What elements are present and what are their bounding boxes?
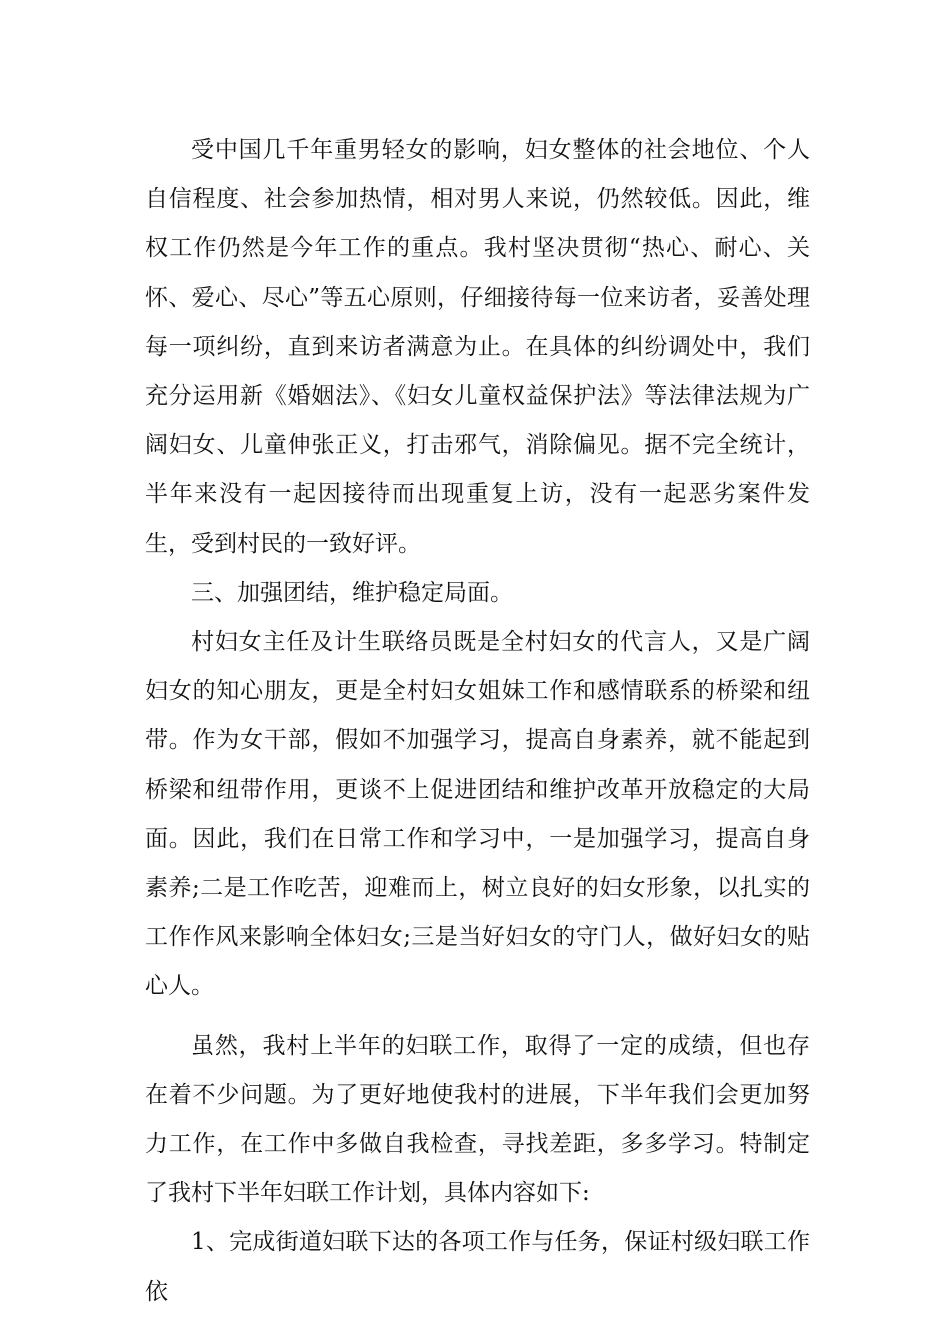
paragraph-plan-item-1: 1、完成街道妇联下达的各项工作与任务，保证村级妇联工作依 (145, 1229, 810, 1305)
document-body (145, 126, 810, 1317)
paragraph-plan-intro: 虽然，我村上半年的妇联工作，取得了一定的成绩，但也存在着不少问题。为了更好地使我村的进展，下半年我们会更加努力工作，在工作中多做自我检查，寻找差距，多多学习。特制定了我村下半年妇联工作计划，具体内容如下: (145, 1032, 810, 1207)
paragraph-rights-protection: 受中国几千年重男轻女的影响，妇女整体的社会地位、个人自信程度、社会参加热情，相对男人来说，仍然较低。因此，维权工作仍然是今年工作的重点。我村坚决贯彻“热心、耐心、关怀、爱心、尽心”等五心原则，仔细接待每一位来访者，妥善处理每一项纠纷，直到来访者满意为止。在具体的纠纷调处中，我们充分运用新《婚姻法》、《妇女儿童权益保护法》等法律法规为广阔妇女、儿童伸张正义，打击邪气，消除偏见。据不完全统计，半年来没有一起因接待而出现重复上访，没有一起恶劣案件发生，受到村民的一致好评。 (145, 137, 810, 557)
paragraph-women-cadres: 村妇女主任及计生联络员既是全村妇女的代言人，又是广阔妇女的知心朋友，更是全村妇女姐妹工作和感情联系的桥梁和纽带。作为女干部，假如不加强学习，提高自身素养，就不能起到桥梁和纽带作用，更谈不上促进团结和维护改革开放稳定的大局面。因此，我们在日常工作和学习中，一是加强学习，提高自身素养;二是工作吃苦，迎难而上，树立良好的妇女形象，以扎实的工作作风来影响全体妇女;三是当好妇女的守门人，做好妇女的贴心人。 (145, 629, 810, 1000)
section-heading-unity: 三、加强团结，维护稳定局面。 (191, 579, 513, 606)
